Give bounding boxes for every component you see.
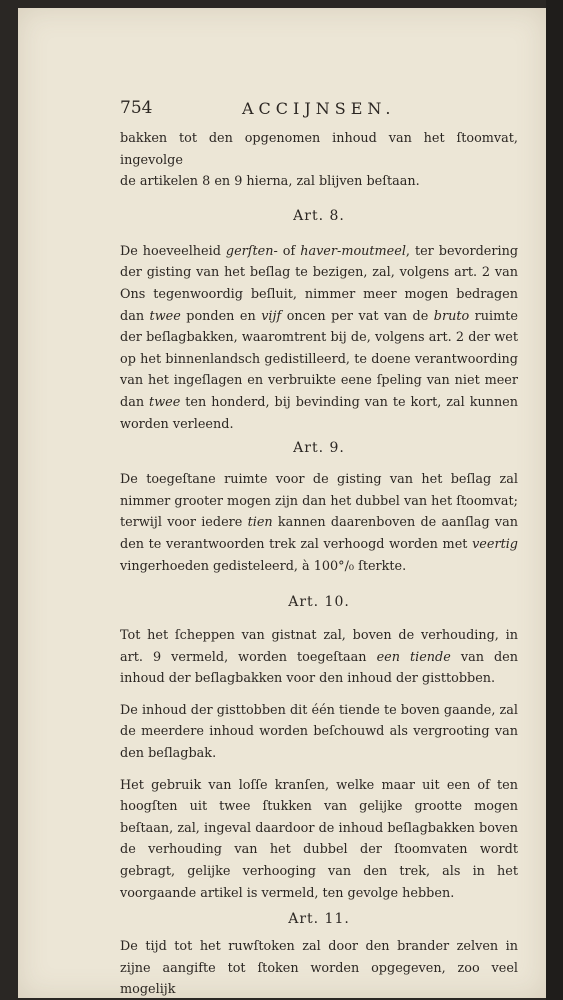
page-header xyxy=(120,98,518,124)
italic-run: bruto xyxy=(433,308,470,324)
text-run: ponden en xyxy=(180,308,262,324)
article-9-paragraph xyxy=(120,469,518,577)
italic-run: haver-moutmeel xyxy=(300,243,406,259)
text-run: De toegeſtane ruimte voor de gisting van het beſlag zal nimmer grooter mogen zijn dan het dubbel van het ſtoomvat; terwijl voor iedere xyxy=(120,472,518,531)
text-run: Tot het ſcheppen van gistnat zal, boven de verhouding, in art. 9 vermeld, worden toegeſtaan xyxy=(120,628,518,665)
italic-run: vijf xyxy=(261,308,282,324)
italic-run: veertig xyxy=(472,536,518,552)
text-run: De hoeveelheid xyxy=(120,243,226,259)
italic-run: tien xyxy=(247,515,273,531)
article-heading-8: Art. 8. xyxy=(293,207,345,224)
article-10-paragraph-2: De inhoud der gisttobben dit één tiende te boven gaande, zal de meerdere inhoud worden beſchouwd als vergrooting van den beſlagbak. xyxy=(120,702,518,762)
text-run: of xyxy=(277,243,301,259)
intro-line-2: de artikelen 8 en 9 hierna, zal blijven beſtaan. xyxy=(120,174,420,190)
page-text xyxy=(120,98,518,1000)
article-11-paragraph: De tijd tot het ruwſtoken zal door den brander zelven in zijne aangifte tot ſtoken worden opgegeven, zoo veel mogelijk xyxy=(120,939,518,998)
article-heading-11: Art. 11. xyxy=(288,911,350,928)
text-run: oncen per vat van de xyxy=(281,308,434,324)
intro-paragraph xyxy=(120,128,518,193)
article-10-paragraph-1 xyxy=(120,625,518,690)
italic-run: een tiende xyxy=(376,649,451,665)
scan-edge xyxy=(546,0,563,1000)
italic-run: twee xyxy=(149,394,181,410)
article-heading-10: Art. 10. xyxy=(288,594,350,611)
running-title: ACCIJNSEN. xyxy=(242,99,396,118)
italic-run: twee xyxy=(149,308,181,324)
article-8-paragraph xyxy=(120,241,518,435)
text-run: van den inhoud der beſlagbakken voor den inhoud der gisttobben. xyxy=(120,649,518,687)
text-run: kannen daarenboven de aanſlag van den te verantwoorden trek zal verhoogd worden met xyxy=(120,515,518,552)
text-run: , ter bevordering der gisting van het beſlag te bezigen, zal, volgens art. 2 van Ons tegenwoordig beſluit, nimmer meer mogen bedragen dan xyxy=(120,243,519,324)
article-heading-9: Art. 9. xyxy=(293,440,345,457)
page-number: 754 xyxy=(120,98,153,118)
italic-run: gerſten- xyxy=(225,243,278,259)
text-run: vingerhoeden gedisteleerd, à 100°/₀ ſterkte. xyxy=(120,558,407,574)
article-10-paragraph-3: Het gebruik van loſſe kranſen, welke maar uit een of ten hoogſten uit twee ſtukken van gelijke grootte mogen beſtaan, zal, ingeval daardoor de inhoud beſlagbakken boven de verhouding van het dubbel der ſtoomvaten wordt gebragt, gelijke verhooging van den trek, als in het voorgaande artikel is vermeld, ten gevolge hebben. xyxy=(120,777,518,901)
text-run: ten honderd, bij bevinding van te kort, zal kunnen worden verleend. xyxy=(120,394,518,432)
text-run: ruimte der beſlagbakken, waaromtrent bij de, volgens art. 2 der wet op het binnenlandsch gedistilleerd, te doene verantwoording van het ingeſlagen en verbruikte eene ſpeling van niet meer dan xyxy=(120,308,518,410)
intro-line-1: bakken tot den opgenomen inhoud van het ſtoomvat, ingevolge xyxy=(120,131,518,168)
